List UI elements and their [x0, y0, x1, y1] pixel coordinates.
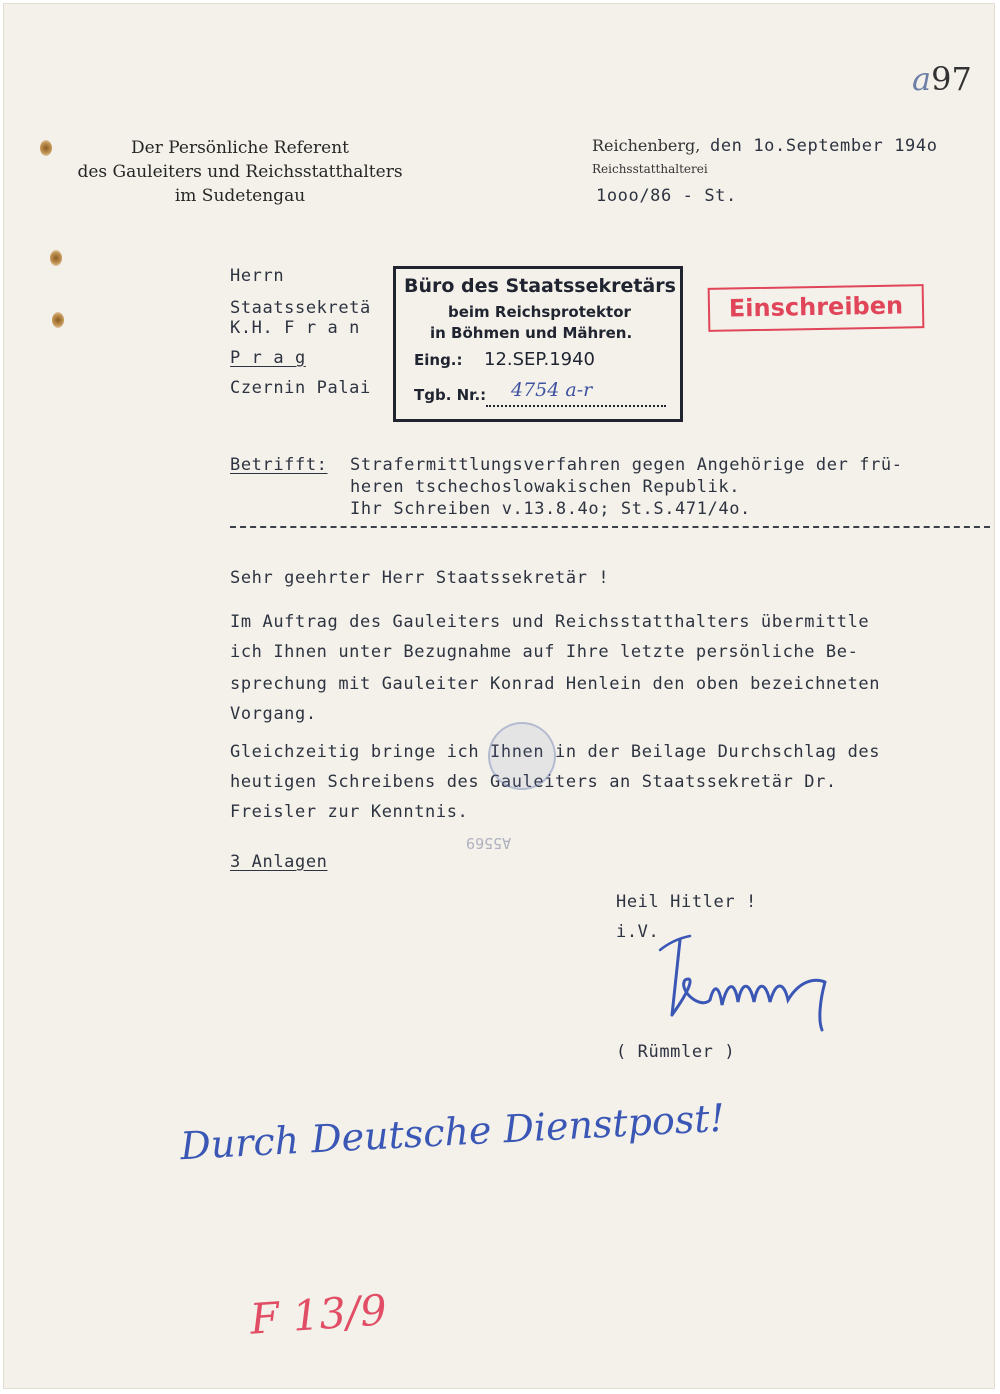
closing-salutation: Heil Hitler !	[616, 892, 757, 912]
rust-mark	[52, 312, 64, 328]
recipient-salutation: Herrn	[230, 266, 285, 286]
page-number: a97	[912, 60, 972, 98]
stamp-eing-label: Eing.:	[414, 351, 463, 369]
letterhead-line: Der Persönliche Referent	[131, 138, 349, 158]
rust-mark	[40, 140, 52, 156]
body-line: sprechung mit Gauleiter Konrad Henlein den oben bezeichneten	[230, 674, 881, 694]
stamp-date: 12.SEP.1940	[484, 349, 596, 370]
stamp-tgb-number: 4754 a-r	[511, 379, 593, 401]
closing-iv: i.V.	[616, 922, 660, 942]
recipient-address: Czernin Palai	[230, 378, 371, 398]
stamp-tgb-label: Tgb. Nr.:	[414, 386, 487, 404]
letterhead	[70, 136, 410, 208]
signature	[650, 920, 870, 1040]
body-line: ich Ihnen unter Bezugnahme auf Ihre letzte persönliche Be-	[230, 642, 859, 662]
reference-number: 1ooo/86 - St.	[596, 186, 737, 206]
recipient-city: P r a g	[230, 348, 306, 368]
date: den 1o.September 194o	[710, 136, 938, 156]
stamp-line: beim Reichsprotektor	[448, 303, 631, 321]
body-line: Im Auftrag des Gauleiters und Reichsstatthalters übermittle	[230, 612, 870, 632]
body-line: Gleichzeitig bringe ich Ihnen in der Beilage Durchschlag des	[230, 742, 881, 762]
body-line: heutigen Schreibens des Gauleiters an Staatssekretär Dr.	[230, 772, 837, 792]
rust-mark	[50, 250, 62, 266]
receipt-stamp	[393, 266, 683, 422]
registered-stamp: Einschreiben	[708, 284, 925, 332]
recipient-title: Staatssekretä	[230, 298, 371, 318]
letterhead-line: des Gauleiters und Reichsstatthalters	[77, 162, 403, 182]
stamp-office: Büro des Staatssekretärs	[404, 275, 676, 297]
office: Reichsstatthalterei	[592, 162, 708, 176]
signer-name: ( Rümmler )	[616, 1042, 736, 1062]
letterhead-line: im Sudetengau	[174, 186, 306, 206]
subject-label: Betrifft:	[230, 455, 328, 475]
recipient-name: K.H. F r a n	[230, 318, 361, 338]
greeting: Sehr geehrter Herr Staatssekretär !	[230, 568, 610, 588]
body-line: Freisler zur Kenntnis.	[230, 802, 469, 822]
subject-line: Ihr Schreiben v.13.8.4o; St.S.471/4o.	[350, 499, 751, 519]
subject-line: heren tschechoslowakischen Republik.	[350, 477, 741, 497]
enclosures: 3 Anlagen	[230, 852, 328, 872]
place: Reichenberg,	[592, 136, 701, 155]
separator-line	[230, 526, 990, 528]
faint-round-stamp	[488, 722, 556, 790]
dateline	[592, 136, 938, 156]
stamp-dotted-line	[486, 405, 666, 407]
document-page	[4, 4, 994, 1388]
body-line: Vorgang.	[230, 704, 317, 724]
handwritten-note-blue: Durch Deutsche Dienstpost!	[179, 1095, 726, 1169]
faint-mark: A5569	[466, 834, 512, 852]
subject-line: Strafermittlungsverfahren gegen Angehörige der frü-	[350, 455, 903, 475]
stamp-line: in Böhmen und Mähren.	[430, 324, 633, 342]
handwritten-note-red: F 13/9	[248, 1285, 389, 1344]
